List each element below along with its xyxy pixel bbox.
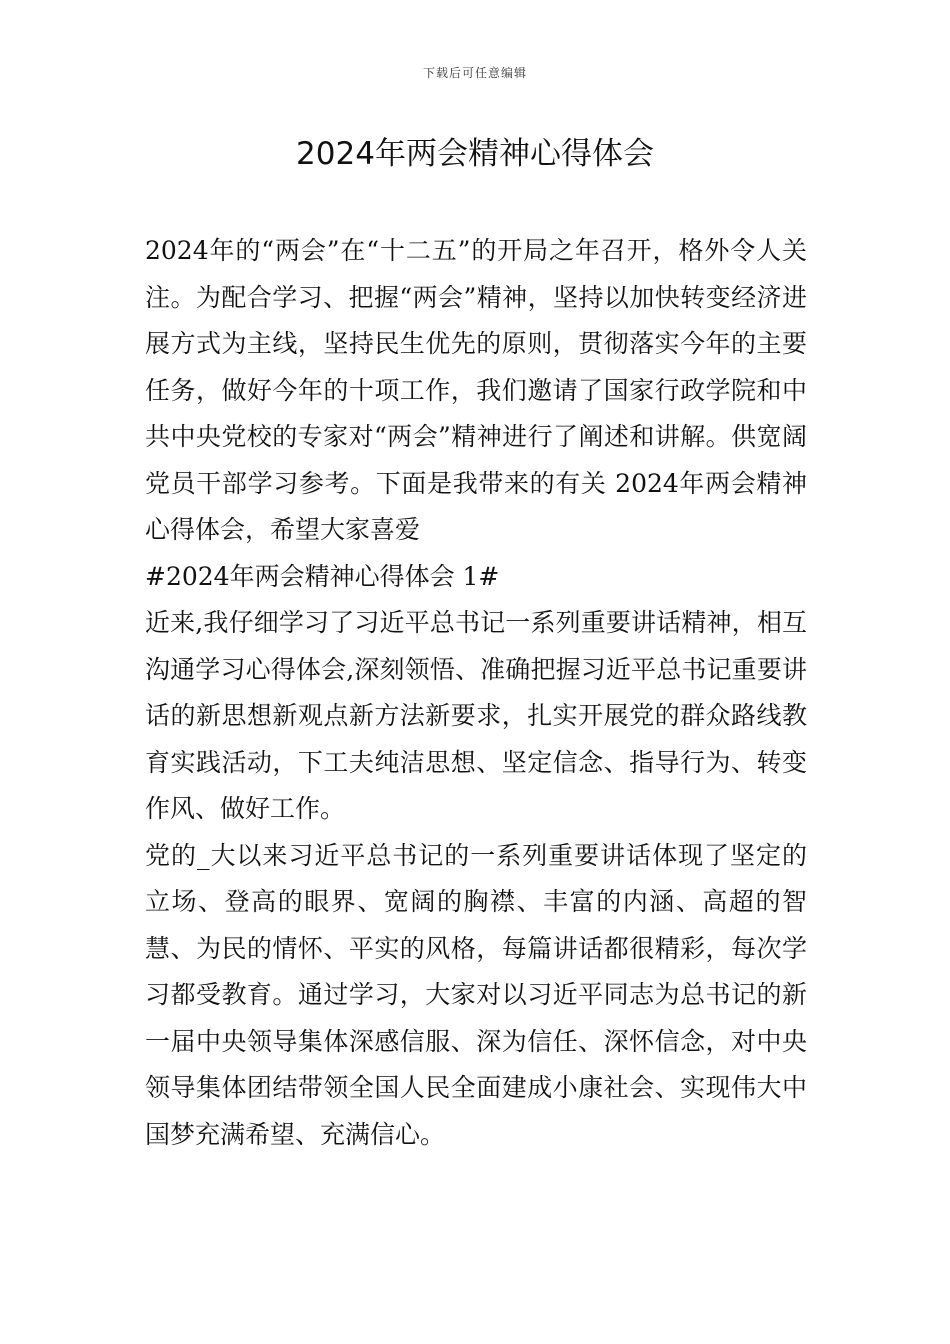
paragraph-2: 党的_大以来习近平总书记的一系列重要讲话体现了坚定的立场、登高的眼界、宽阔的胸襟、丰富的内涵、高超的智慧、为民的情怀、平实的风格，每篇讲话都很精彩，每次学习都受教育。通过学习，大家对以习近平同志为总书记的新一届中央领导集体深感信服、深为信任、深怀信念，对中央领导集体团结带领全国人民全面建成小康社会、实现伟大中国梦充满希望、充满信心。 [145,840,807,1149]
paragraph-1: 近来,我仔细学习了习近平总书记一系列重要讲话精神，相互沟通学习心得体会,深刻领悟、准确把握习近平总书记重要讲话的新思想新观点新方法新要求，扎实开展党的群众路线教育实践活动，下工夫纯洁思想、坚定信念、指导行为、转变作风、做好工作。 [145,608,807,823]
header-note: 下载后可任意编辑 [422,66,527,80]
document-title: 2024年两会精神心得体会 [296,136,654,172]
intro-paragraph: 2024年的“两会”在“十二五”的开局之年召开，格外令人关注。为配合学习、把握“两会”精神，坚持以加快转变经济进展方式为主线，坚持民生优先的原则，贯彻落实今年的主要任务，做好今年的十项工作，我们邀请了国家行政学院和中共中央党校的专家对“两会”精神进行了阐述和讲解。供宽阔党员干部学习参考。下面是我带来的有关 2024年两会精神心得体会，希望大家喜爱 [145,236,807,544]
document-body [145,228,807,1158]
section-heading: #2024年两会精神心得体会 1# [145,561,500,591]
